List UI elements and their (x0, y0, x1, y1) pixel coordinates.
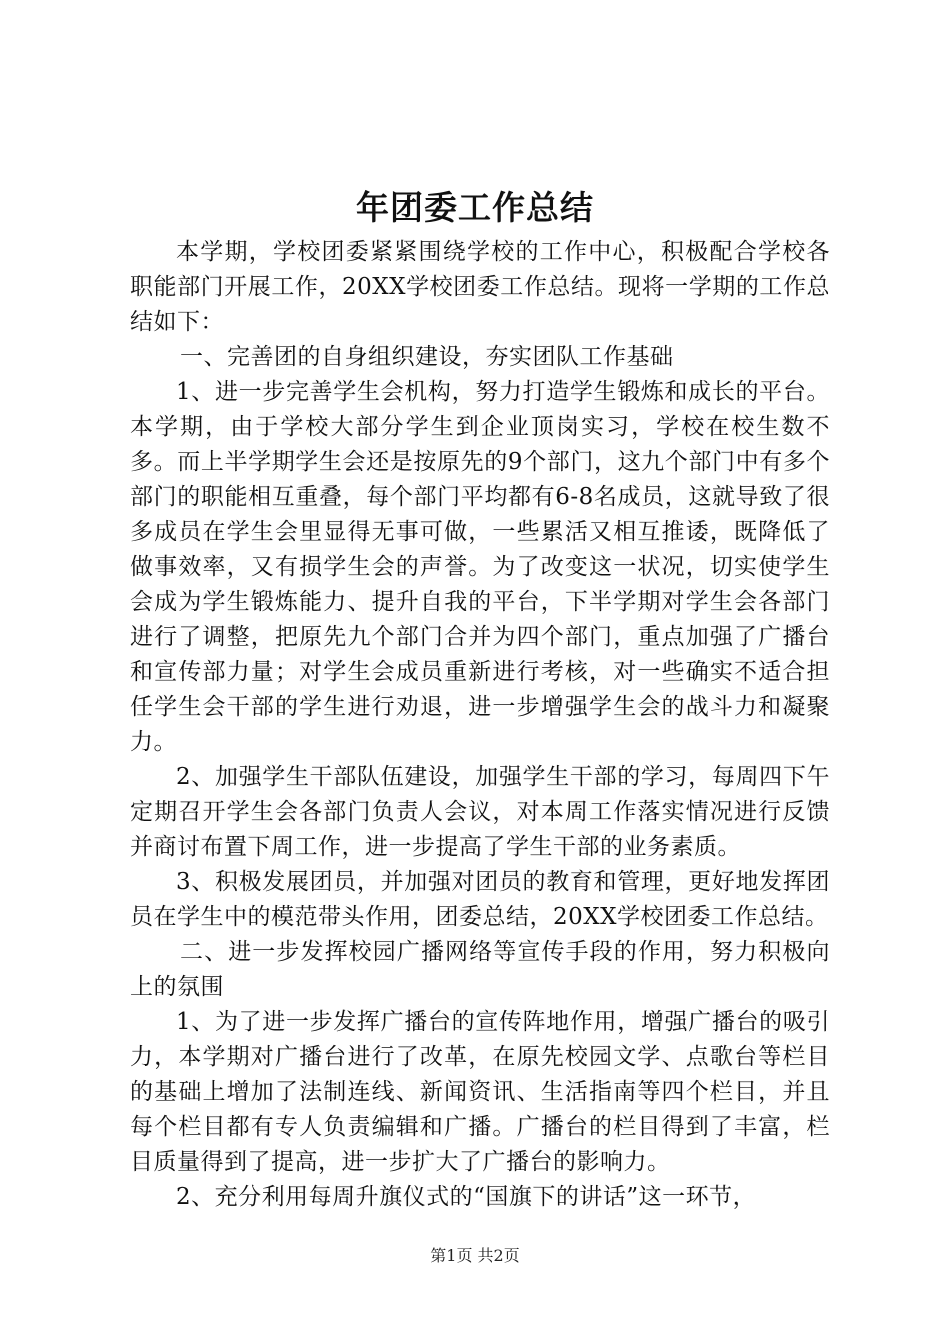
paragraph-1-3: 3、积极发展团员，并加强对团员的教育和管理，更好地发挥团员在学生中的模范带头作用，团委总结，20XX学校团委工作总结。 (130, 869, 830, 930)
paragraph-2-1: 1、为了进一步发挥广播台的宣传阵地作用，增强广播台的吸引力，本学期对广播台进行了改革，在原先校园文学、点歌台等栏目的基础上增加了法制连线、新闻资讯、生活指南等四个栏目，并且每个栏目都有专人负责编辑和广播。广播台的栏目得到了丰富，栏目质量得到了提高，进一步扩大了广播台的影响力。 (130, 1009, 830, 1175)
document-title: 年团委工作总结 (356, 188, 594, 227)
document-body (130, 235, 830, 1215)
paragraph-1-1: 1、进一步完善学生会机构，努力打造学生锻炼和成长的平台。本学期，由于学校大部分学生到企业顶岗实习，学校在校生数不多。而上半学期学生会还是按原先的9个部门，这九个部门中有多个部门的职能相互重叠，每个部门平均都有6-8名成员，这就导致了很多成员在学生会里显得无事可做，一些累活又相互推诿，既降低了做事效率，又有损学生会的声誉。为了改变这一状况，切实使学生会成为学生锻炼能力、提升自我的平台，下半学期对学生会各部门进行了调整，把原先九个部门合并为四个部门，重点加强了广播台和宣传部力量；对学生会成员重新进行考核，对一些确实不适合担任学生会干部的学生进行劝退，进一步增强学生会的战斗力和凝聚力。 (130, 379, 830, 755)
paragraph-1-2: 2、加强学生干部队伍建设，加强学生干部的学习，每周四下午定期召开学生会各部门负责人会议，对本周工作落实情况进行反馈并商讨布置下周工作，进一步提高了学生干部的业务素质。 (130, 764, 830, 860)
paragraph-intro: 本学期，学校团委紧紧围绕学校的工作中心，积极配合学校各职能部门开展工作，20XX学校团委工作总结。现将一学期的工作总结如下： (130, 239, 830, 335)
section-heading-1: 一、完善团的自身组织建设，夯实团队工作基础 (180, 344, 674, 370)
page-footer: 第1页 共2页 (430, 1246, 520, 1265)
section-heading-2: 二、进一步发挥校园广播网络等宣传手段的作用，努力积极向上的氛围 (130, 939, 830, 1000)
paragraph-2-2: 2、充分利用每周升旗仪式的“国旗下的讲话”这一环节， (176, 1184, 757, 1210)
